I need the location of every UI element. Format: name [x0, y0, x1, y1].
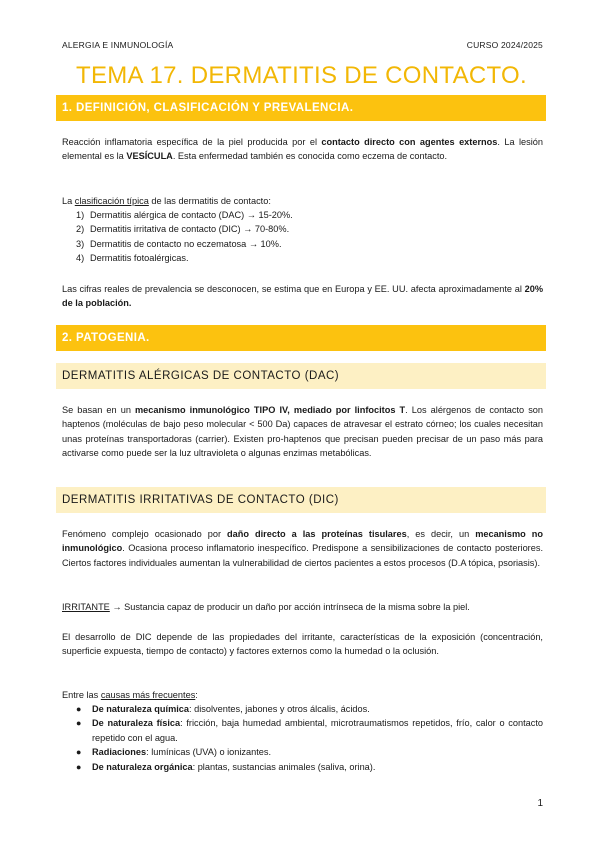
dic-subheading: DERMATITIS IRRITATIVAS DE CONTACTO (DIC)	[56, 487, 546, 513]
prevalence-paragraph: Las cifras reales de prevalencia se desconocen, se estima que en Europa y EE. UU. afecta aproximadamente al 20% de la población.	[62, 284, 543, 309]
list-item: ● De naturaleza física: fricción, baja humedad ambiental, microtraumatismos repetidos, frío, calor o contacto repetido con el agua.	[76, 718, 543, 743]
definition-paragraph: Reacción inflamatoria específica de la piel producida por el contacto directo con agentes externos. La lesión elemental es la VESÍCULA. Esta enfermedad también es conocida como eczema de contacto.	[62, 137, 543, 162]
list-item: ● De naturaleza química: disolventes, jabones y otros álcalis, ácidos.	[62, 702, 543, 716]
page-number: 1	[537, 798, 543, 809]
bullet-icon: ●	[76, 747, 82, 758]
page-title: TEMA 17. DERMATITIS DE CONTACTO.	[76, 62, 527, 89]
irritant-definition: IRRITANTE → Sustancia capaz de producir un daño por acción intrínseca de la misma sobre la piel.	[62, 602, 470, 612]
bullet-icon: ●	[76, 718, 82, 729]
dic-development-paragraph: El desarrollo de DIC depende de las propiedades del irritante, características de la exposición (concentración, superficie expuesta, tiempo de contacto) y factores externos como la humedad o la oclusión.	[62, 632, 543, 657]
list-item: ● De naturaleza orgánica: plantas, sustancias animales (saliva, orina).	[62, 760, 543, 774]
header-course: CURSO 2024/2025	[466, 40, 543, 50]
list-item: 2) Dermatitis irritativa de contacto (DIC) → 70-80%.	[76, 224, 290, 235]
dac-subheading: DERMATITIS ALÉRGICAS DE CONTACTO (DAC)	[56, 363, 546, 389]
classification-list	[62, 208, 293, 266]
list-item: 4) Dermatitis fotoalérgicas.	[76, 253, 189, 264]
list-item: 3) Dermatitis de contacto no eczematosa → 10%.	[76, 238, 282, 249]
causes-intro: Entre las causas más frecuentes:	[62, 690, 198, 700]
list-item: 1) Dermatitis alérgica de contacto (DAC) → 15-20%.	[76, 210, 293, 220]
bullet-icon: ●	[76, 761, 82, 772]
dac-paragraph: Se basan en un mecanismo inmunológico TIPO IV, mediado por linfocitos T. Los alérgenos de contacto son haptenos (moléculas de bajo peso molecular < 500 Da) capaces de atravesar el estrato córneo; los cuales necesitan unas proteínas transportadoras (carrier). Existen pro-haptenos que precisan pueden precisar de un paso más para activarse como puede ser la luz ultravioleta o algunas enzimas metabólicas.	[62, 405, 544, 459]
dic-paragraph: Fenómeno complejo ocasionado por daño directo a las proteínas tisulares, es decir, un mecanismo no inmunológico. Ocasiona proceso inflamatorio inespecífico. Predispone a sensibilizaciones de contacto posteriores. Ciertos factores individuales aumentan la vulnerabilidad de ciertos pacientes a estos procesos (D.A tópica, psoriasis).	[62, 529, 543, 568]
causes-list	[62, 702, 543, 774]
bullet-icon: ●	[76, 704, 82, 714]
section-2-heading: 2. PATOGENIA.	[56, 325, 546, 351]
section-1-heading: 1. DEFINICIÓN, CLASIFICACIÓN Y PREVALENCIA.	[56, 95, 546, 121]
list-item: ● Radiaciones: lumínicas (UVA) o ionizantes.	[62, 745, 543, 759]
classification-intro: La clasificación típica de las dermatitis de contacto:	[62, 196, 271, 206]
header-subject: ALERGIA E INMUNOLOGÍA	[62, 40, 174, 50]
